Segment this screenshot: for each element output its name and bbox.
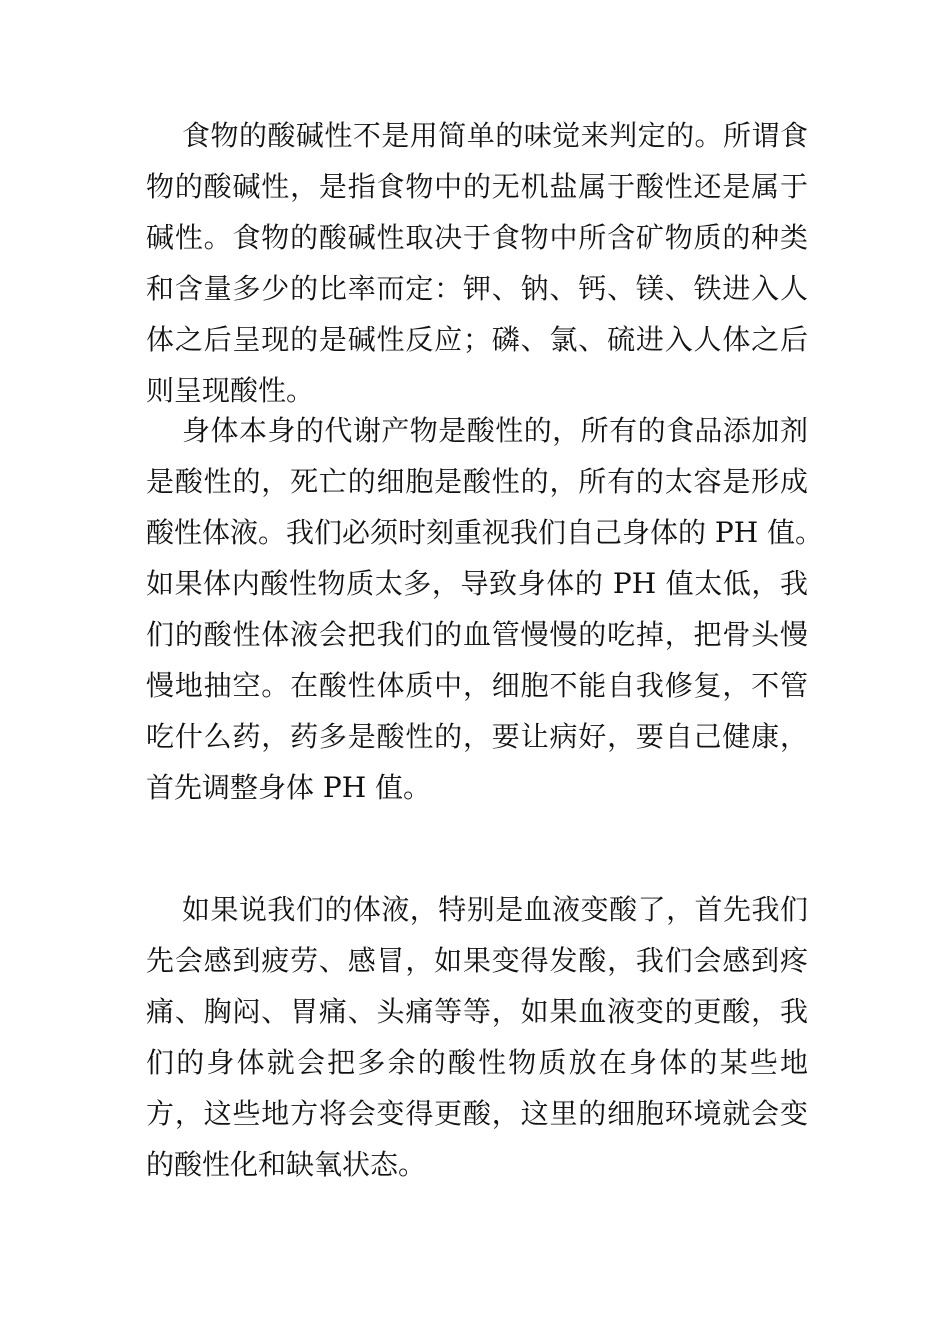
paragraph-blood-acidity	[146, 884, 808, 1190]
text-line: 如果说我们的体液，特别是血液变酸了，首先我们	[182, 893, 808, 926]
text-line: 吃什么药，药多是酸性的，要让病好，要自己健康，	[146, 720, 808, 753]
text-line: 痛、胸闷、胃痛、头痛等等，如果血液变的更酸，我	[146, 995, 808, 1028]
text-line: 慢地抽空。在酸性体质中，细胞不能自我修复，不管	[146, 669, 808, 702]
text-line: 则呈现酸性。	[146, 374, 315, 407]
paragraph-food-acidity	[146, 110, 808, 416]
text-line: 是酸性的，死亡的细胞是酸性的，所有的太容是形成	[146, 465, 808, 498]
text-line: 食物的酸碱性不是用简单的味觉来判定的。所谓食	[182, 119, 808, 152]
text-line: 们的身体就会把多余的酸性物质放在身体的某些地	[146, 1046, 808, 1079]
text-line: 首先调整身体 PH 值。	[146, 771, 432, 804]
text-line: 身体本身的代谢产物是酸性的，所有的食品添加剂	[182, 414, 808, 447]
text-line: 方，这些地方将会变得更酸，这里的细胞环境就会变	[146, 1097, 808, 1130]
text-line: 的酸性化和缺氧状态。	[146, 1148, 427, 1181]
paragraph-body-ph	[146, 405, 824, 813]
text-line: 体之后呈现的是碱性反应；磷、氯、硫进入人体之后	[146, 323, 808, 356]
text-line: 碱性。食物的酸碱性取决于食物中所含矿物质的种类	[146, 221, 808, 254]
text-line: 酸性体液。我们必须时刻重视我们自己身体的 PH 值。	[146, 516, 824, 549]
text-line: 和含量多少的比率而定：钾、钠、钙、镁、铁进入人	[146, 272, 808, 305]
text-line: 如果体内酸性物质太多，导致身体的 PH 值太低，我	[146, 567, 808, 600]
text-line: 先会感到疲劳、感冒，如果变得发酸，我们会感到疼	[146, 944, 808, 977]
text-line: 们的酸性体液会把我们的血管慢慢的吃掉，把骨头慢	[146, 618, 808, 651]
text-line: 物的酸碱性，是指食物中的无机盐属于酸性还是属于	[146, 170, 808, 203]
